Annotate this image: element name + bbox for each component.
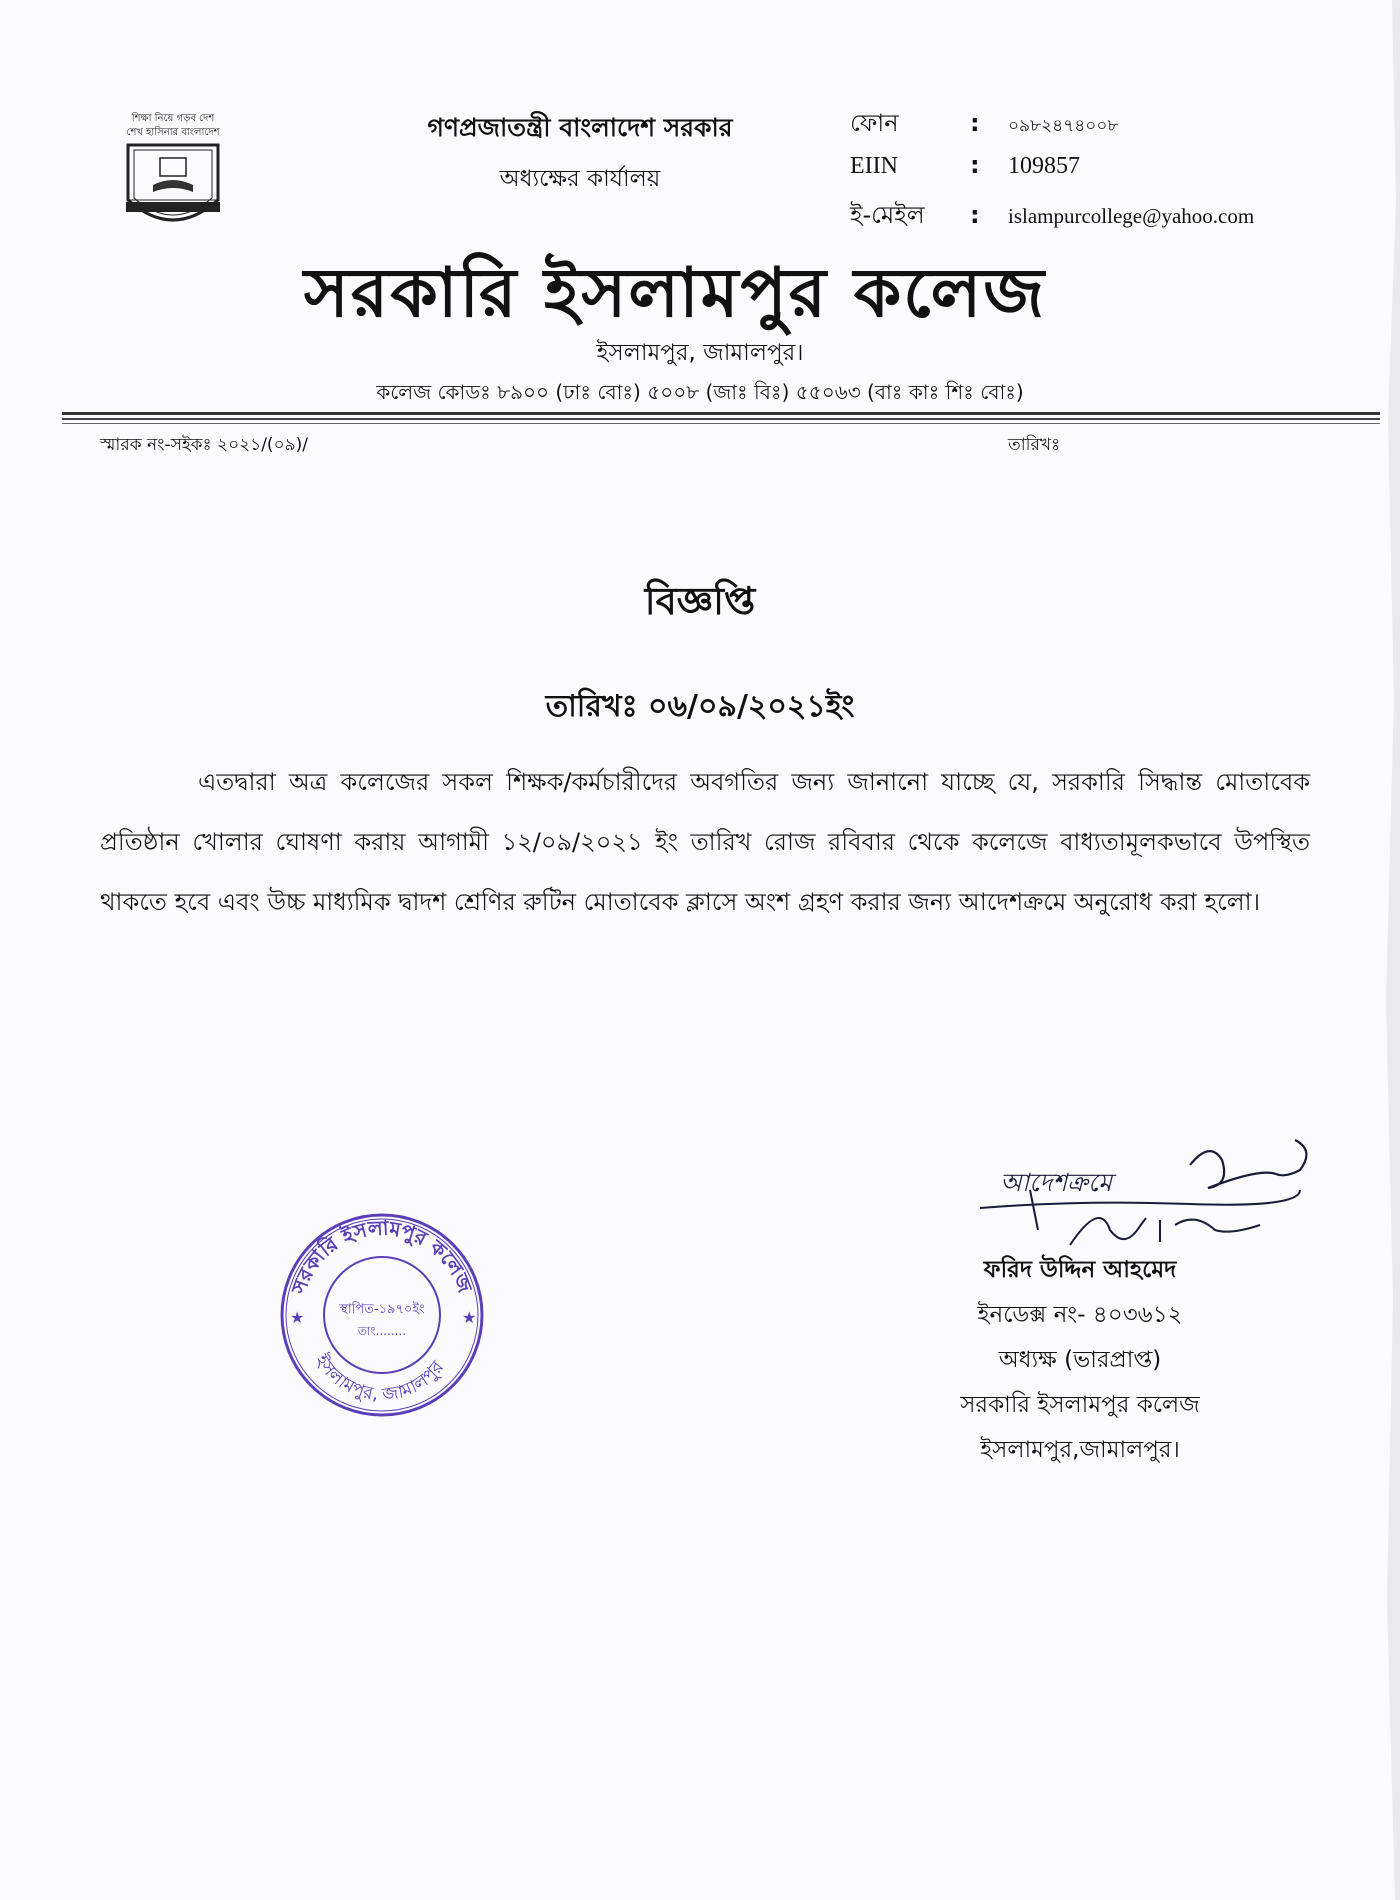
seal-bottom-text: ইসলামপুর, জামালপুর: [310, 1350, 449, 1406]
contact-label: EIIN: [850, 153, 898, 179]
signature-order-text: আদেশক্রমে: [1000, 1168, 1112, 1197]
signature-block: [870, 1248, 1290, 1473]
seal-star-icon: ★: [290, 1308, 305, 1327]
header-divider: [62, 423, 1380, 424]
contact-value: ০৯৮২৪৭৪০০৮: [1008, 116, 1119, 135]
contact-eiin: [850, 151, 1350, 197]
signatory-designation: অধ্যক্ষ (ভারপ্রাপ্ত): [998, 1347, 1162, 1373]
contact-colon: :: [970, 151, 980, 179]
college-seal-stamp-icon: [272, 1205, 492, 1425]
signatory-place: ইসলামপুর,জামালপুর।: [980, 1437, 1180, 1463]
signatory-college: সরকারি ইসলামপুর কলেজ: [960, 1392, 1200, 1418]
seal-star-icon: ★: [462, 1308, 477, 1327]
notice-title: বিজ্ঞপ্তি: [644, 579, 756, 623]
notice-date: তারিখঃ ০৬/০৯/২০২১ইং: [545, 689, 855, 724]
torn-edge-shading: [1380, 0, 1400, 1900]
contact-value: 109857: [1008, 153, 1080, 179]
contact-label: ই-মেইল: [850, 201, 925, 229]
college-address: ইসলামপুর, জামালপুর।: [596, 340, 804, 366]
government-name: গণপ্রজাতন্ত্রী বাংলাদেশ সরকার: [427, 113, 733, 142]
seal-ring-text: সরকারি ইসলামপুর কলেজ: [286, 1215, 478, 1297]
header-divider: [62, 412, 1380, 415]
contact-colon: :: [970, 109, 980, 137]
contact-block: [850, 105, 1350, 243]
contact-value: islampurcollege@yahoo.com: [1008, 204, 1255, 228]
logo-motto: [98, 112, 248, 140]
college-emblem-icon: [98, 140, 248, 240]
college-codes: কলেজ কোডঃ ৮৯০০ (ঢাঃ বোঃ) ৫০০৮ (জাঃ বিঃ) ৫৫০৬৩ (বাঃ কাঃ শিঃ বোঃ): [376, 380, 1024, 404]
header-divider: [62, 418, 1380, 420]
contact-email: [850, 197, 1350, 243]
college-title: সরকারি ইসলামপুর কলেজ: [303, 254, 1047, 333]
office-name: অধ্যক্ষের কার্যালয়: [499, 166, 661, 192]
reference-date-label: তারিখঃ: [1008, 435, 1061, 455]
memo-number: স্মারক নং-সইকঃ ২০২১/(০৯)/: [100, 435, 309, 455]
signatory-index: ইনডেক্স নং- ৪০৩৬১২: [977, 1302, 1183, 1328]
seal-center-text2: তাং........: [357, 1324, 407, 1338]
contact-label: ফোন: [850, 109, 899, 137]
contact-phone: [850, 105, 1350, 151]
contact-colon: :: [970, 201, 980, 229]
logo-motto-line2: শেখ হাসিনার বাংলাদেশ: [126, 127, 220, 138]
logo-motto-line1: শিক্ষা নিয়ে গড়ব দেশ: [131, 113, 215, 124]
svg-text:ইসলামপুর, জামালপুর: [310, 1350, 449, 1406]
seal-center-text: স্থাপিত-১৯৭০ইং: [339, 1302, 425, 1317]
college-logo: [98, 112, 248, 242]
signatory-name: ফরিদ উদ্দিন আহমেদ: [983, 1257, 1177, 1283]
notice-body-text: এতদ্বারা অত্র কলেজের সকল শিক্ষক/কর্মচারীদের অবগতির জন্য জানানো যাচ্ছে যে, সরকারি সিদ্ধান্ত মোতাবেক প্রতিষ্ঠান খোলার ঘোষণা করায় আগামী ১২/০৯/২০২১ ইং তারিখ রোজ রবিবার থেকে কলেজে বাধ্যতামূলকভাবে উপস্থিত থাকতে হবে এবং উচ্চ মাধ্যমিক দ্বাদশ শ্রেণির রুটিন মোতাবেক ক্লাসে অংশ গ্রহণ করার জন্য আদেশক্রমে অনুরোধ করা হলো।: [100, 768, 1310, 916]
notice-body: [100, 752, 1310, 932]
